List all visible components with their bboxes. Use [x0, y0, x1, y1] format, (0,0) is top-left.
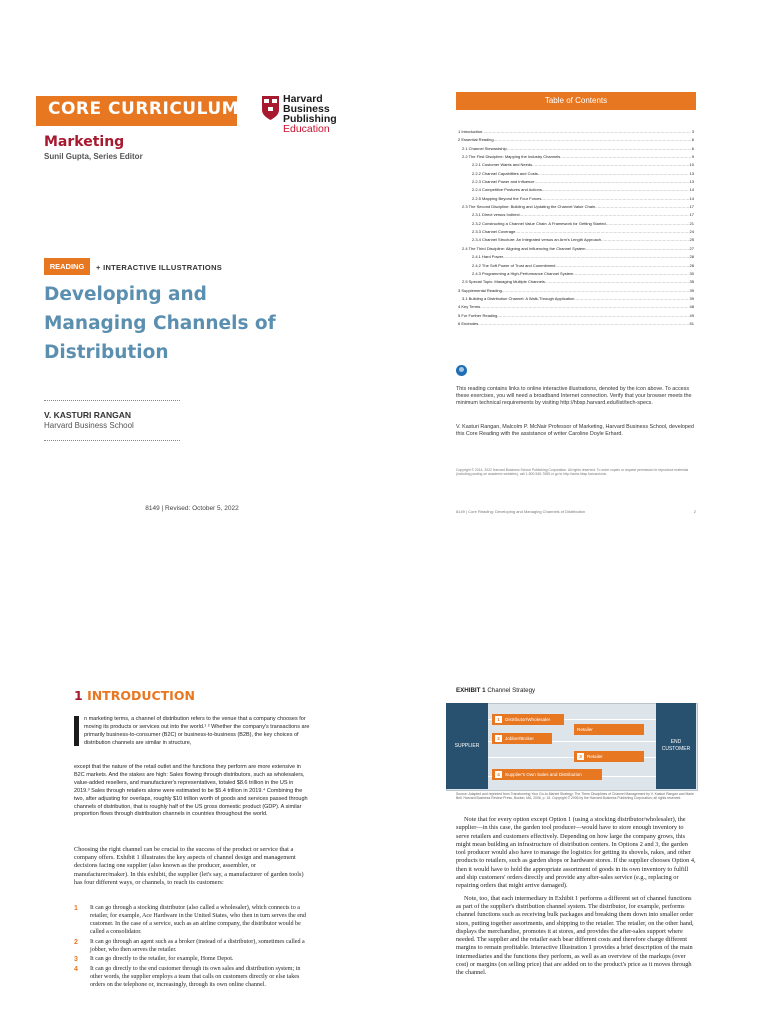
- page-number: 2: [693, 509, 696, 514]
- toc-entry-page: 14: [689, 187, 694, 193]
- title-line: Distribution: [44, 342, 169, 363]
- toc-entry-label: 4 Key Terms: [458, 304, 481, 310]
- toc-entry-label: 2.2.1 Customer Wants and Needs: [472, 162, 533, 168]
- toc-leader-dots: [585, 245, 688, 253]
- toc-entry-label: 2.3 The Second Discipline: Building and Updating the Channel Value Chain: [462, 204, 596, 210]
- title-line: Managing Channels of: [44, 313, 276, 334]
- toc-entry-label: 2.4 The Third Discipline: Aligning and Influencing the Channel System: [462, 245, 586, 251]
- toc-leader-dots: [574, 295, 688, 303]
- toc-entry-label: 3.1 Building a Distribution Channel: A Walk-Through Application: [462, 295, 575, 301]
- body-text: [456, 816, 696, 982]
- list-text: It can go directly to the retailer, for example, Home Depot.: [90, 956, 234, 963]
- toc-entry-label: 3 Supplemental Reading: [458, 287, 502, 293]
- channel-number: 1: [495, 716, 502, 723]
- toc-entry[interactable]: [458, 253, 694, 261]
- document-title: [44, 280, 334, 367]
- section-title: INTRODUCTION: [87, 688, 195, 703]
- reading-subtitle: + INTERACTIVE ILLUSTRATIONS: [96, 263, 223, 272]
- toc-entry-label: 2.4.1 Hard Power: [472, 254, 504, 260]
- section-number: 1: [74, 688, 83, 703]
- toc-entry[interactable]: [458, 195, 694, 203]
- publisher-line: Harvard: [283, 93, 323, 105]
- toc-leader-dots: [538, 170, 689, 178]
- toc-entry-label: 2.2.2 Channel Capabilities and Costs: [472, 170, 538, 176]
- toc-leader-dots: [573, 270, 688, 278]
- channel-number: 3: [577, 753, 584, 760]
- toc-entry-label: 5 For Further Reading: [458, 312, 498, 318]
- toc-entry[interactable]: [458, 245, 694, 253]
- toc-entry-page: 28: [689, 254, 694, 260]
- brand-title: CORE CURRICULUM: [48, 99, 240, 119]
- channel-label: Jobber/Broker: [505, 736, 534, 741]
- exhibit-label: EXHIBIT 1: [456, 687, 486, 694]
- toc-leader-dots: [595, 203, 688, 211]
- retailer-label: Retailer: [577, 727, 593, 732]
- list-number: 1: [74, 905, 78, 912]
- toc-leader-dots: [601, 236, 688, 244]
- footer-title: 8149 | Core Reading: Developing and Managing Channels of Distribution: [456, 509, 586, 514]
- toc-entry-page: 39: [689, 295, 694, 301]
- toc-leader-dots: [560, 153, 691, 161]
- list-item: [74, 956, 314, 964]
- toc-entry-label: 2.2.5 Mapping Beyond the Four Forces: [472, 195, 542, 201]
- toc-leader-dots: [541, 195, 688, 203]
- toc-entry[interactable]: [458, 303, 694, 311]
- list-item: [74, 939, 314, 955]
- toc-entry-label: 2.2.4 Competitive Postures and Actions: [472, 187, 542, 193]
- toc-entry-label: 2.3.3 Channel Coverage: [472, 229, 516, 235]
- toc-entry-page: 28: [689, 262, 694, 268]
- channel-jobber: [492, 733, 552, 744]
- toc-entry[interactable]: [458, 136, 694, 144]
- toc-entry-page: 21: [689, 220, 694, 226]
- list-number: 4: [74, 966, 78, 974]
- toc-entry-label: 2.1 Channel Stewardship: [462, 145, 507, 151]
- channel-distributor: [492, 714, 564, 725]
- toc-entry[interactable]: [458, 228, 694, 236]
- toc-entry-label: 2.4.3 Programming a High-Performance Channel System: [472, 270, 574, 276]
- toc-entry-label: 2.3.4 Channel Structure: An Integrated versus an Arm's Length Approach: [472, 237, 602, 243]
- end-customer-node: [656, 703, 696, 789]
- exhibit-name: Channel Strategy: [487, 687, 536, 694]
- toc-entry-page: 17: [689, 212, 694, 218]
- toc-entry[interactable]: [458, 211, 694, 219]
- toc-leader-dots: [535, 178, 689, 186]
- customer-line: CUSTOMER: [661, 746, 691, 752]
- toc-entry[interactable]: [458, 312, 694, 320]
- toc-entry[interactable]: [458, 278, 694, 286]
- list-number: 2: [74, 938, 78, 946]
- toc-entry[interactable]: [458, 186, 694, 194]
- toc-entry-page: 25: [689, 237, 694, 243]
- body-paragraph: Note, too, that each intermediary in Exhibit 1 performs a different set of channel functions as part of the supplier's distribution channel system. The distributor, for example, performs channel functions such as receiving bulk packages and breaking them down into smaller order sizes, putting together assortments, and shipping to the retailer. The retailer, on the other hand, displays the merchandise, promotes it at stores, and provides the after-sales support where needed. The supplier and the retailer each bear different costs and therefore charge different margins to remain profitable. Interactive Illustration 1 provides a brief description of the main intermediaries and the functions they perform, as well as an overview of the markups (over cost) or margins (on selling price) that are added on to the product's price as it moves through the channel.: [456, 894, 694, 977]
- toc-header: Table of Contents: [456, 92, 696, 110]
- channel-label: Supplier's Own Sales and Distribution: [505, 772, 582, 777]
- toc-entry[interactable]: [458, 295, 694, 303]
- body-paragraph: Note that for every option except Option 1 (using a stocking distributor/wholesaler), the supplier—in this case, the garden tool producer—would have to store enough inventory to serve retailers and customers effectively. Depending on how large the company grows, this might mean building an infrastructure of distribution centers. In Options 2 and 3, the garden tool producer would also have to manage the logistics for getting its shovels, rakes, and other products to retailers, such as garden shops or hardware stores. If the supplier chooses Option 4, then it would have to hold the appropriate assortment of goods in its own inventory to fulfill and ship customers' orders directly and provide any after-sales service (e.g., replacing or repairing orders that might arrive damaged).: [456, 816, 696, 890]
- reading-badge: READING: [44, 258, 90, 275]
- toc-entry-page: 13: [689, 179, 694, 185]
- supplier-node: SUPPLIER: [446, 703, 488, 789]
- channel-own-sales: [492, 769, 602, 780]
- list-text: It can go through a stocking distributor (also called a wholesaler), which connects to a retailer, for example, Ace Hardware in the United States, who then in turn serves the end customer. In the case of a service, such as an airline company, the distributor would be called a consolidator.: [90, 905, 307, 935]
- toc-entry[interactable]: [458, 161, 694, 169]
- intro-paragraph-cont: except that the nature of the retail outlet and the functions they perform are more extensive in B2C markets. And the stakes are high: Sales flowing through distributors, such as wholesalers, value-added resellers, and manufacturer's representatives, totaled $8.6 trillion in the US in 2019.³ Sales through retailers alone were estimated to be $5.4 trillion in 2019.⁴ Combining the two, after adjusting for overlaps, roughly $10 trillion worth of goods and services passed through channels of distribution, that is roughly half of the US gross domestic product (GDP). A similar proportion flows through distribution channels in countries throughout the world.: [74, 764, 308, 818]
- interactive-globe-icon: [456, 365, 467, 376]
- toc-entry[interactable]: [458, 153, 694, 161]
- author-credit: V. Kasturi Rangan, Malcolm P. McNair Professor of Marketing, Harvard Business School, developed this Core Reading with the assistance of writer Caroline Doyle Erhard.: [456, 424, 694, 437]
- customer-line: END: [670, 739, 682, 745]
- toc-entry[interactable]: [458, 170, 694, 178]
- toc-entry-label: 2.4.2 The Soft Power of Trust and Commitment: [472, 262, 556, 268]
- toc-leader-dots: [556, 262, 689, 270]
- toc-entry-label: 2.2 The First Discipline: Mapping the Industry Channels: [462, 154, 561, 160]
- drop-cap: [74, 716, 79, 746]
- toc-leader-dots: [503, 253, 688, 261]
- toc-entry-label: 2.5 Special Topic: Managing Multiple Channels: [462, 279, 545, 285]
- toc-entry-page: 49: [689, 312, 694, 318]
- section-heading: [74, 688, 195, 703]
- interactive-note: This reading contains links to online interactive illustrations, denoted by the icon above. To access these exercises, you will need a broadband Internet connection. Verify that your browser meets the minimum technical requirements by visiting http://hbsp.harvard.edu/list/tech-specs.: [456, 386, 692, 406]
- toc-leader-dots: [482, 128, 691, 136]
- toc-list: [458, 128, 694, 328]
- toc-leader-dots: [478, 320, 688, 328]
- toc-leader-dots: [532, 161, 688, 169]
- toc-leader-dots: [515, 228, 688, 236]
- toc-entry-label: 2.2.3 Channel Power and Influence: [472, 179, 535, 185]
- toc-entry-label: 2.3.1 Direct versus Indirect: [472, 212, 520, 218]
- publisher-line: Education: [283, 123, 330, 135]
- revision-line: 8149 | Revised: October 5, 2022: [145, 505, 239, 512]
- toc-entry-page: 14: [689, 195, 694, 201]
- intro-paragraph-start: n marketing terms, a channel of distribution refers to the venue that a company chooses for moving its products or services out into the world.¹ ² Whether the company's transactions are primarily business-to-consumer (B2C) or business-to-business (B2B), the key choices of distribution channels are similar in structure,: [84, 716, 310, 746]
- author-name: V. KASTURI RANGAN: [44, 410, 132, 420]
- publisher-line: Publishing: [283, 113, 337, 125]
- toc-entry[interactable]: [458, 220, 694, 228]
- toc-entry-label: 1 Introduction: [458, 129, 483, 134]
- title-line: Developing and: [44, 284, 207, 305]
- intro-paragraph-2: Choosing the right channel can be crucial to the success of the product or service that a company offers. Exhibit 1 illustrates the key aspects of channel design and management decisions facing one supplier (also known as the producer, assembler, or manufacturer/maker). In this exhibit, the supplier (let's say, a manufacturer of garden tools) has four different ways, or channels, to reach its customers:: [74, 846, 304, 886]
- channel-label: Distributor/Wholesaler: [505, 717, 551, 722]
- toc-entry-page: 24: [689, 229, 694, 235]
- toc-leader-dots: [520, 211, 689, 219]
- copyright-notice: Copyright © 2014, 2022 Harvard Business School Publishing Corporation. All rights reserved. To order copies or request permission to reproduce materials (including posting on academic websites), call 1-800-545-7685 or go to http://www.hbsp.harvard.edu.: [456, 468, 689, 477]
- toc-entry-page: 51: [689, 320, 694, 326]
- publisher-logo-text: [283, 94, 337, 134]
- list-text: It can go directly to the end customer through its own sales and distribution system; in other words, the supplier employs a team that calls on customers directly or else takes orders on the telephone or, increasingly, through its own online channel.: [90, 966, 301, 989]
- page-footer: [456, 509, 696, 514]
- toc-leader-dots: [497, 312, 688, 320]
- toc-entry-page: 39: [689, 287, 694, 293]
- list-text: It can go through an agent such as a broker (instead of a distributor), sometimes called a jobber, who then serves the retailer.: [90, 938, 305, 953]
- toc-entry-page: 6: [691, 145, 694, 151]
- toc-entry[interactable]: [458, 178, 694, 186]
- subject-title: Marketing: [44, 134, 125, 150]
- channel-label: Retailer: [587, 754, 603, 759]
- author-affiliation: Harvard Business School: [44, 421, 134, 430]
- toc-entry-page: 13: [689, 170, 694, 176]
- toc-entry-page: 10: [689, 162, 694, 168]
- series-editor: Sunil Gupta, Series Editor: [44, 152, 143, 161]
- channel-number: 2: [495, 735, 502, 742]
- list-item: [74, 966, 314, 990]
- channel-retailer-3: [574, 751, 644, 762]
- exhibit-source: Source: Adapted and reprinted from Transforming Your Go-to-Market Strategy: The Three Disciplines of Channel Management by V. Kasturi Rangan and Marie Bell. Harvard Business Review Press, Boston, MA, 2006, p. 15. Copyright © 2006 by the Harvard Business Publishing Corporation; all rights reserved.: [456, 792, 694, 801]
- toc-entry[interactable]: [458, 320, 694, 328]
- toc-entry-label: 6 Endnotes: [458, 320, 479, 326]
- channel-number: 4: [495, 771, 502, 778]
- toc-leader-dots: [606, 220, 689, 228]
- list-number: 3: [74, 956, 78, 964]
- toc-entry-page: 30: [689, 270, 694, 276]
- list-item: [74, 905, 314, 937]
- toc-entry-page: 6: [691, 137, 694, 143]
- toc-entry-page: 27: [689, 245, 694, 251]
- divider: [44, 440, 180, 441]
- toc-entry[interactable]: [458, 262, 694, 270]
- toc-entry-page: 17: [689, 204, 694, 210]
- toc-entry[interactable]: [458, 236, 694, 244]
- toc-entry-page: 35: [689, 279, 694, 285]
- toc-entry-page: 9: [691, 154, 694, 160]
- toc-leader-dots: [507, 145, 691, 153]
- publisher-line: Business: [283, 103, 330, 115]
- exhibit-title: [456, 687, 535, 694]
- toc-entry[interactable]: [458, 128, 694, 136]
- toc-entry-page: 3: [691, 129, 694, 134]
- toc-entry[interactable]: [458, 287, 694, 295]
- toc-entry-label: 2.3.2 Constructing a Channel Value Chain: A Framework for Getting Started: [472, 220, 606, 226]
- harvard-shield-icon: [262, 96, 279, 120]
- toc-entry-page: 48: [689, 304, 694, 310]
- toc-leader-dots: [542, 186, 689, 194]
- toc-entry[interactable]: [458, 145, 694, 153]
- divider: [44, 400, 180, 401]
- toc-leader-dots: [480, 303, 688, 311]
- toc-entry-label: 2 Essential Reading: [458, 137, 494, 143]
- toc-leader-dots: [545, 278, 689, 286]
- channel-retailer-1: [574, 724, 644, 735]
- toc-leader-dots: [502, 287, 689, 295]
- channel-options-list: [74, 905, 314, 992]
- toc-leader-dots: [494, 136, 691, 144]
- toc-entry[interactable]: [458, 203, 694, 211]
- toc-entry[interactable]: [458, 270, 694, 278]
